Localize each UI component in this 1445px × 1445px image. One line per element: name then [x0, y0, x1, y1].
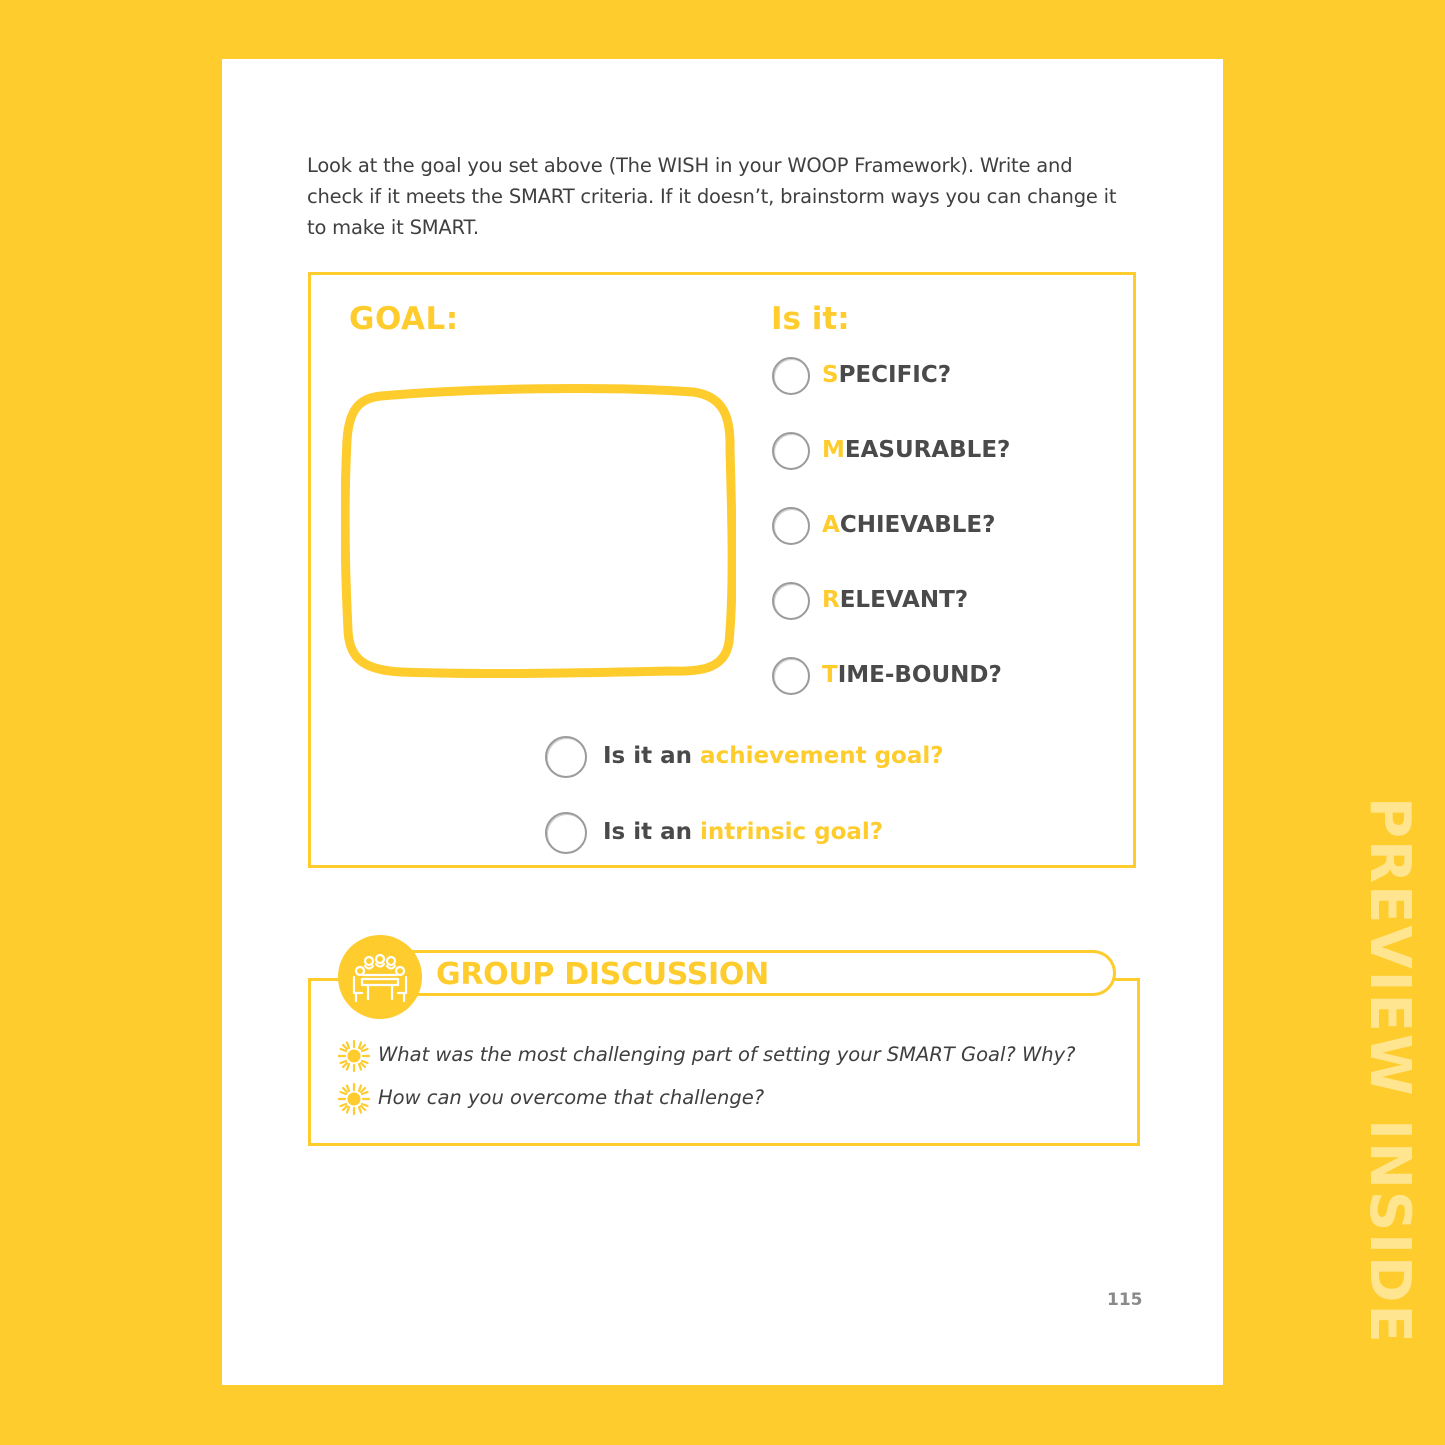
smart-initial: S: [822, 362, 839, 388]
question-text: What was the most challenging part of setting your SMART Goal? Why?: [378, 1043, 1076, 1066]
intro-line: Look at the goal you set above (The WISH in your WOOP Framework). Write and: [307, 154, 1073, 177]
is-it-heading: Is it:: [771, 301, 850, 337]
intro-line: check if it meets the SMART criteria. If it doesn’t, brainstorm ways you can change it: [307, 185, 1117, 208]
goal-write-area[interactable]: [341, 380, 736, 680]
smart-label-rest: ELEVANT?: [839, 587, 969, 613]
smart-label-rest: EASURABLE?: [844, 437, 1011, 463]
page-number: 115: [1107, 1290, 1143, 1310]
intro-line: to make it SMART.: [307, 216, 479, 239]
watermark-text: PREVIEW INSIDE: [1357, 797, 1422, 1345]
preview-watermark: [1357, 797, 1422, 1387]
type-prefix: Is it an: [603, 819, 701, 845]
smart-label-rest: IME-BOUND?: [837, 662, 1002, 688]
type-highlight: achievement goal?: [700, 743, 944, 769]
smart-initial: A: [822, 512, 840, 538]
checkbox-circle[interactable]: [545, 736, 587, 778]
checkbox-circle[interactable]: [772, 432, 810, 470]
checkbox-circle[interactable]: [772, 357, 810, 395]
smart-initial: R: [822, 587, 840, 613]
goal-worksheet-box: [308, 272, 1136, 868]
type-highlight: intrinsic goal?: [700, 819, 884, 845]
checkbox-circle[interactable]: [545, 812, 587, 854]
smart-initial: M: [822, 437, 845, 463]
group-discussion-title: GROUP DISCUSSION: [436, 957, 769, 992]
sun-bullet-icon: [338, 1040, 370, 1072]
workbook-page: [222, 59, 1223, 1385]
checkbox-circle[interactable]: [772, 657, 810, 695]
smart-initial: T: [822, 662, 838, 688]
type-prefix: Is it an: [603, 743, 701, 769]
question-text: How can you overcome that challenge?: [378, 1086, 765, 1109]
group-discussion-header: [338, 935, 1128, 1000]
checkbox-circle[interactable]: [772, 582, 810, 620]
sun-bullet-icon: [338, 1083, 370, 1115]
smart-label-rest: PECIFIC?: [838, 362, 952, 388]
smart-label-rest: CHIEVABLE?: [839, 512, 996, 538]
checkbox-circle[interactable]: [772, 507, 810, 545]
intro-text: [307, 150, 1137, 243]
group-meeting-icon: [338, 935, 422, 1019]
goal-heading: GOAL:: [349, 301, 459, 337]
